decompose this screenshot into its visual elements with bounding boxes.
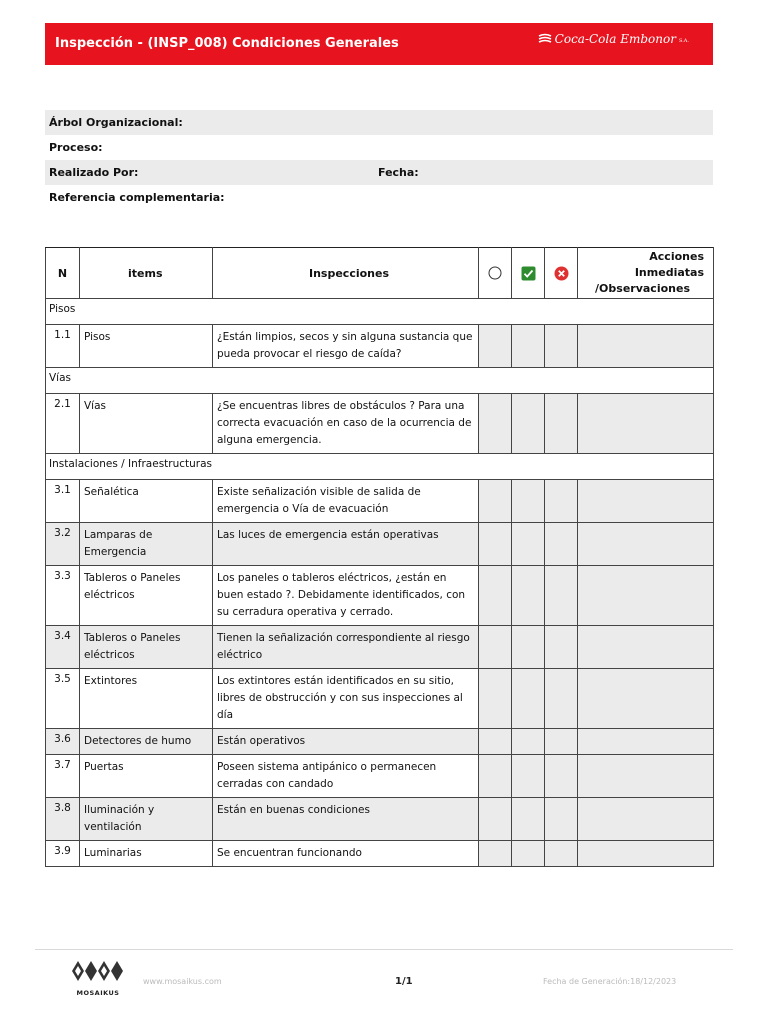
footer-url[interactable]: www.mosaikus.com [143,977,222,986]
row-inspection: ¿Se encuentras libres de obstáculos ? Para una correcta evacuación en caso de la ocurrencia de alguna emergencia. [213,394,479,454]
ok-box[interactable] [512,729,545,755]
na-box[interactable] [479,523,512,566]
referencia-label: Referencia complementaria: [49,191,225,204]
table-row [46,669,714,729]
observaciones-box[interactable] [578,841,714,867]
observaciones-box[interactable] [578,394,714,454]
row-number: 3.4 [46,626,80,669]
row-item: Puertas [80,755,213,798]
row-number: 3.3 [46,566,80,626]
section-row [46,368,714,394]
row-number: 3.5 [46,669,80,729]
table-row [46,325,714,368]
section-title: Pisos [46,299,714,325]
col-n-header: N [46,248,80,299]
na-box[interactable] [479,798,512,841]
row-number: 3.7 [46,755,80,798]
row-inspection: Los extintores están identificados en su sitio, libres de obstrucción y con sus inspecciones al día [213,669,479,729]
row-number: 3.8 [46,798,80,841]
brand-logo [538,32,689,46]
na-box[interactable] [479,626,512,669]
fail-box[interactable] [545,394,578,454]
row-item: Lamparas de Emergencia [80,523,213,566]
table-row [46,480,714,523]
footer-generated-date: Fecha de Generación:18/12/2023 [543,977,677,986]
na-box[interactable] [479,566,512,626]
na-box[interactable] [479,669,512,729]
fail-box[interactable] [545,729,578,755]
table-row [46,394,714,454]
fail-box[interactable] [545,325,578,368]
header-bar [45,23,713,65]
table-row [46,523,714,566]
footer-logo-text: MOSAIKUS [76,989,120,997]
table-body [46,299,714,867]
section-row [46,454,714,480]
info-row-referencia [45,185,713,210]
row-inspection: Tienen la señalización correspondiente al riesgo eléctrico [213,626,479,669]
row-inspection: Poseen sistema antipánico o permanecen cerradas con candado [213,755,479,798]
col-ok-header [512,248,545,299]
info-row-proceso [45,135,713,160]
fail-box[interactable] [545,798,578,841]
acciones-header-line1: Acciones Inmediatas [634,250,704,279]
observaciones-box[interactable] [578,729,714,755]
observaciones-box[interactable] [578,755,714,798]
info-row-arbol [45,110,713,135]
na-box[interactable] [479,325,512,368]
ok-box[interactable] [512,841,545,867]
row-inspection: Las luces de emergencia están operativas [213,523,479,566]
acciones-header-line2: /Observaciones [595,282,690,295]
fail-box[interactable] [545,626,578,669]
row-inspection: Están en buenas condiciones [213,798,479,841]
col-inspecciones-header: Inspecciones [213,248,479,299]
footer-page-number: 1/1 [395,976,413,987]
brand-suffix: S.A. [678,38,689,44]
col-acciones-header [578,248,714,299]
row-inspection: Existe señalización visible de salida de emergencia o Vía de evacuación [213,480,479,523]
fail-box[interactable] [545,755,578,798]
info-block [45,110,713,210]
row-item: Luminarias [80,841,213,867]
na-box[interactable] [479,755,512,798]
row-inspection: ¿Están limpios, secos y sin alguna sustancia que pueda provocar el riesgo de caída? [213,325,479,368]
ok-box[interactable] [512,626,545,669]
realizado-label: Realizado Por: [49,166,139,179]
observaciones-box[interactable] [578,798,714,841]
x-circle-icon [554,266,569,281]
fail-box[interactable] [545,841,578,867]
row-item: Tableros o Paneles eléctricos [80,626,213,669]
observaciones-box[interactable] [578,480,714,523]
na-box[interactable] [479,394,512,454]
brand-name: Coca-Cola Embonor [554,32,676,46]
section-title: Instalaciones / Infraestructuras [46,454,714,480]
table-row [46,729,714,755]
na-box[interactable] [479,480,512,523]
fail-box[interactable] [545,480,578,523]
row-item: Vías [80,394,213,454]
ok-box[interactable] [512,523,545,566]
observaciones-box[interactable] [578,626,714,669]
table-header-row [46,248,714,299]
proceso-label: Proceso: [49,141,103,154]
page-title: Inspección - (INSP_008) Condiciones Generales [55,36,399,51]
wave-icon [538,33,552,45]
observaciones-box[interactable] [578,566,714,626]
col-items-header: items [80,248,213,299]
row-item: Iluminación y ventilación [80,798,213,841]
row-number: 3.6 [46,729,80,755]
row-number: 1.1 [46,325,80,368]
col-na-header [479,248,512,299]
row-item: Señalética [80,480,213,523]
row-item: Pisos [80,325,213,368]
table-row [46,566,714,626]
ok-box[interactable] [512,755,545,798]
observaciones-box[interactable] [578,523,714,566]
col-fail-header [545,248,578,299]
ok-box[interactable] [512,325,545,368]
check-icon [521,266,536,281]
na-box[interactable] [479,729,512,755]
row-item: Extintores [80,669,213,729]
observaciones-box[interactable] [578,325,714,368]
row-number: 3.1 [46,480,80,523]
circle-icon [488,266,502,280]
row-inspection: Los paneles o tableros eléctricos, ¿están en buen estado ?. Debidamente identificados, con su cerradura operativa y cerrado. [213,566,479,626]
ok-box[interactable] [512,566,545,626]
row-inspection: Están operativos [213,729,479,755]
na-box[interactable] [479,841,512,867]
section-row [46,299,714,325]
row-number: 3.9 [46,841,80,867]
footer-divider [35,949,733,950]
row-item: Tableros o Paneles eléctricos [80,566,213,626]
observaciones-box[interactable] [578,669,714,729]
fail-box[interactable] [545,669,578,729]
ok-box[interactable] [512,394,545,454]
row-inspection: Se encuentran funcionando [213,841,479,867]
row-number: 2.1 [46,394,80,454]
arbol-label: Árbol Organizacional: [49,116,183,129]
ok-box[interactable] [512,798,545,841]
table-row [46,798,714,841]
inspection-table [45,247,714,867]
table-row [46,841,714,867]
ok-box[interactable] [512,669,545,729]
table-row [46,755,714,798]
row-number: 3.2 [46,523,80,566]
mosaikus-logo-icon [70,958,126,984]
info-row-realizado [45,160,713,185]
ok-box[interactable] [512,480,545,523]
table-row [46,626,714,669]
fail-box[interactable] [545,523,578,566]
fail-box[interactable] [545,566,578,626]
row-item: Detectores de humo [80,729,213,755]
footer-logo [70,958,126,997]
section-title: Vías [46,368,714,394]
fecha-label: Fecha: [378,166,419,179]
